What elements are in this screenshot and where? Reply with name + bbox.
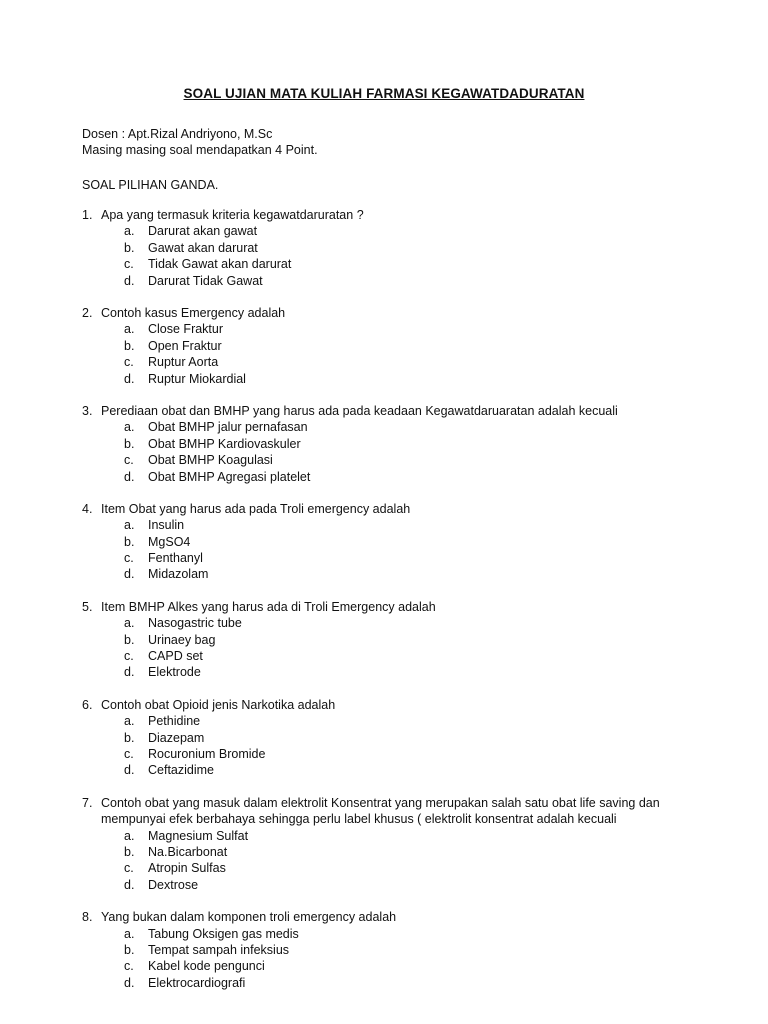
answer-option bbox=[82, 566, 692, 582]
answer-option bbox=[82, 958, 692, 974]
question-text: Item BMHP Alkes yang harus ada di Troli Emergency adalah bbox=[101, 599, 436, 614]
question-number: 6. bbox=[82, 697, 93, 712]
question-number: 7. bbox=[82, 795, 93, 810]
option-text: Open Fraktur bbox=[148, 338, 222, 353]
answer-option bbox=[82, 762, 692, 778]
option-text: Close Fraktur bbox=[148, 322, 224, 337]
option-text: Diazepam bbox=[148, 730, 205, 745]
question-item bbox=[82, 795, 692, 893]
option-letter: b. bbox=[124, 942, 135, 957]
question-text: Contoh obat yang masuk dalam elektrolit Konsentrat yang merupakan salah satu obat life saving dan mempunyai efek berbahaya sehingga perlu label khusus ( elektrolit konsentrat adalah kecuali bbox=[101, 795, 660, 827]
question-item bbox=[82, 305, 692, 387]
answer-option bbox=[82, 828, 692, 844]
option-letter: c. bbox=[124, 551, 134, 566]
question-line bbox=[82, 909, 692, 925]
option-letter: c. bbox=[124, 959, 134, 974]
option-letter: a. bbox=[124, 518, 135, 533]
question-text: Contoh kasus Emergency adalah bbox=[101, 305, 286, 320]
option-letter: d. bbox=[124, 975, 135, 990]
question-item bbox=[82, 599, 692, 681]
answer-option bbox=[82, 730, 692, 746]
option-letter: c. bbox=[124, 861, 134, 876]
option-text: Tidak Gawat akan darurat bbox=[148, 257, 292, 272]
question-text: Item Obat yang harus ada pada Troli emergency adalah bbox=[101, 501, 411, 516]
question-item bbox=[82, 207, 692, 289]
question-text: Apa yang termasuk kriteria kegawatdaruratan ? bbox=[101, 208, 364, 222]
question-line bbox=[82, 403, 692, 419]
answer-option bbox=[82, 746, 692, 762]
option-text: Midazolam bbox=[148, 567, 209, 582]
answer-option bbox=[82, 321, 692, 337]
option-letter: d. bbox=[124, 877, 135, 892]
answer-option bbox=[82, 550, 692, 566]
option-text: Darurat Tidak Gawat bbox=[148, 273, 263, 288]
answer-option bbox=[82, 860, 692, 876]
option-letter: a. bbox=[124, 714, 135, 729]
question-text: Perediaan obat dan BMHP yang harus ada pada keadaan Kegawatdaruaratan adalah kecuali bbox=[101, 403, 618, 418]
question-number: 5. bbox=[82, 599, 93, 614]
answer-option bbox=[82, 256, 692, 272]
answer-option bbox=[82, 419, 692, 435]
section-title: SOAL PILIHAN GANDA. bbox=[82, 178, 219, 192]
answer-option bbox=[82, 844, 692, 860]
points-note: Masing masing soal mendapatkan 4 Point. bbox=[82, 143, 318, 158]
answer-option bbox=[82, 664, 692, 680]
option-text: Atropin Sulfas bbox=[148, 861, 226, 876]
answer-option bbox=[82, 273, 692, 289]
answer-option bbox=[82, 534, 692, 550]
option-letter: a. bbox=[124, 616, 135, 631]
option-letter: d. bbox=[124, 273, 135, 288]
question-text: Contoh obat Opioid jenis Narkotika adalah bbox=[101, 697, 336, 712]
option-letter: c. bbox=[124, 355, 134, 370]
option-text: Tempat sampah infeksius bbox=[148, 942, 290, 957]
option-text: Pethidine bbox=[148, 714, 201, 729]
option-letter: d. bbox=[124, 469, 135, 484]
option-letter: c. bbox=[124, 453, 134, 468]
option-letter: b. bbox=[124, 240, 135, 255]
answer-option bbox=[82, 223, 692, 239]
answer-option bbox=[82, 615, 692, 631]
question-text: Yang bukan dalam komponen troli emergency adalah bbox=[101, 910, 397, 925]
option-text: Obat BMHP Agregasi platelet bbox=[148, 469, 311, 484]
answer-option bbox=[82, 975, 692, 991]
question-number: 2. bbox=[82, 305, 93, 320]
option-letter: d. bbox=[124, 763, 135, 778]
option-letter: b. bbox=[124, 845, 135, 860]
answer-option bbox=[82, 942, 692, 958]
option-text: Kabel kode pengunci bbox=[148, 959, 265, 974]
answer-option bbox=[82, 354, 692, 370]
answer-option bbox=[82, 469, 692, 485]
option-text: Magnesium Sulfat bbox=[148, 828, 249, 843]
option-letter: b. bbox=[124, 436, 135, 451]
question-line bbox=[82, 501, 692, 517]
option-text: Nasogastric tube bbox=[148, 616, 242, 631]
question-line bbox=[82, 599, 692, 615]
question-line bbox=[82, 795, 692, 828]
question-item bbox=[82, 501, 692, 583]
option-letter: a. bbox=[124, 828, 135, 843]
answer-option bbox=[82, 452, 692, 468]
question-number: 3. bbox=[82, 403, 93, 418]
option-text: Ruptur Aorta bbox=[148, 355, 219, 370]
answer-option bbox=[82, 436, 692, 452]
option-letter: a. bbox=[124, 420, 135, 435]
option-text: Dextrose bbox=[148, 877, 199, 892]
option-text: Elektrode bbox=[148, 665, 201, 680]
exam-meta bbox=[82, 126, 318, 159]
option-text: Rocuronium Bromide bbox=[148, 747, 266, 762]
option-letter: b. bbox=[124, 534, 135, 549]
answer-option bbox=[82, 877, 692, 893]
answer-option bbox=[82, 648, 692, 664]
question-item bbox=[82, 403, 692, 485]
question-number: 8. bbox=[82, 910, 93, 925]
option-text: Obat BMHP Kardiovaskuler bbox=[148, 436, 301, 451]
option-letter: a. bbox=[124, 322, 135, 337]
page-title: SOAL UJIAN MATA KULIAH FARMASI KEGAWATDADURATAN bbox=[183, 86, 585, 101]
option-letter: c. bbox=[124, 649, 134, 664]
question-line bbox=[82, 305, 692, 321]
option-text: Darurat akan gawat bbox=[148, 224, 258, 239]
option-letter: b. bbox=[124, 730, 135, 745]
option-letter: d. bbox=[124, 665, 135, 680]
option-text: Ceftazidime bbox=[148, 763, 214, 778]
option-letter: c. bbox=[124, 257, 134, 272]
answer-option bbox=[82, 338, 692, 354]
option-text: Ruptur Miokardial bbox=[148, 371, 246, 386]
option-letter: b. bbox=[124, 632, 135, 647]
option-text: Fenthanyl bbox=[148, 551, 203, 566]
question-number: 4. bbox=[82, 501, 93, 516]
lecturer-line: Dosen : Apt.Rizal Andriyono, M.Sc bbox=[82, 127, 273, 141]
option-letter: a. bbox=[124, 224, 135, 239]
option-text: Obat BMHP jalur pernafasan bbox=[148, 420, 308, 435]
question-line bbox=[82, 207, 692, 223]
option-text: Insulin bbox=[148, 518, 185, 533]
answer-option bbox=[82, 517, 692, 533]
option-text: Obat BMHP Koagulasi bbox=[148, 453, 273, 468]
question-line bbox=[82, 697, 692, 713]
option-letter: c. bbox=[124, 747, 134, 762]
answer-option bbox=[82, 713, 692, 729]
option-letter: d. bbox=[124, 371, 135, 386]
option-text: Urinaey bag bbox=[148, 632, 216, 647]
answer-option bbox=[82, 632, 692, 648]
option-text: MgSO4 bbox=[148, 534, 191, 549]
option-text: Elektrocardiografi bbox=[148, 975, 246, 990]
question-item bbox=[82, 697, 692, 779]
question-number: 1. bbox=[82, 208, 93, 222]
answer-option bbox=[82, 371, 692, 387]
answer-option bbox=[82, 926, 692, 942]
option-text: Gawat akan darurat bbox=[148, 240, 258, 255]
option-letter: a. bbox=[124, 926, 135, 941]
question-item bbox=[82, 909, 692, 991]
question-list bbox=[82, 207, 692, 1007]
option-text: CAPD set bbox=[148, 649, 203, 664]
option-letter: d. bbox=[124, 567, 135, 582]
option-letter: b. bbox=[124, 338, 135, 353]
option-text: Na.Bicarbonat bbox=[148, 845, 228, 860]
answer-option bbox=[82, 240, 692, 256]
option-text: Tabung Oksigen gas medis bbox=[148, 926, 299, 941]
